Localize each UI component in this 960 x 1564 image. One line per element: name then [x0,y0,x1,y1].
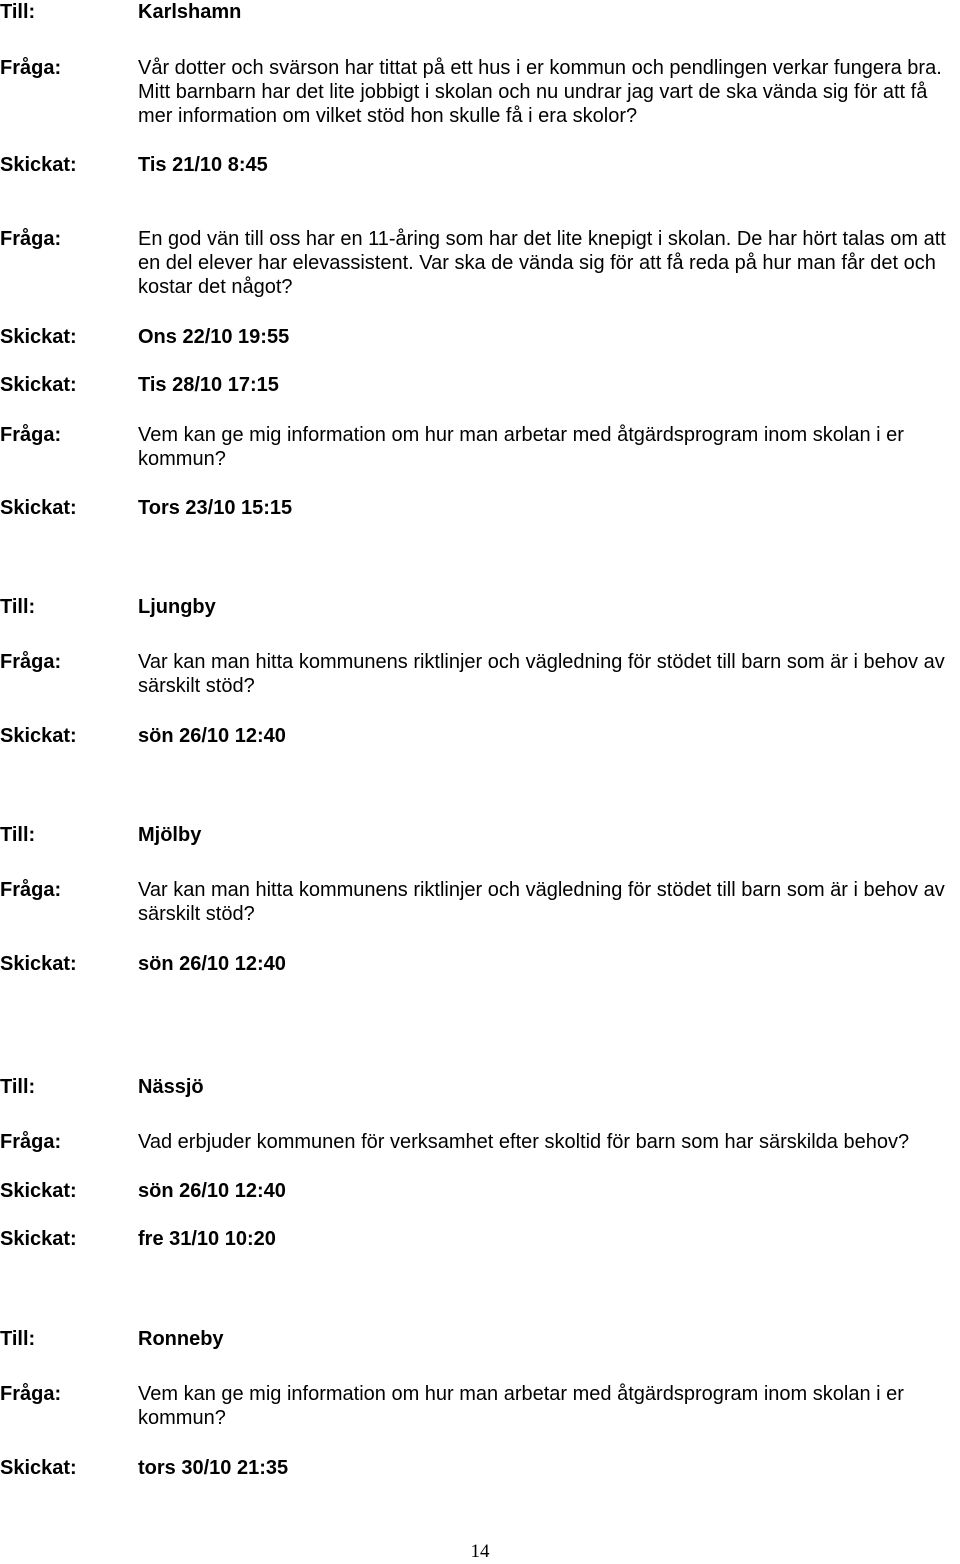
skickat-label: Skickat: [0,497,77,519]
skickat-row [0,724,960,748]
till-label: Till: [0,1,36,23]
till-row [0,0,960,24]
fraga-row [0,650,960,698]
skickat-row [0,952,960,976]
question-text: Vem kan ge mig information om hur man arbetar med åtgärdsprogram inom skolan i er kommun? [138,1383,904,1429]
sent-timestamp: sön 26/10 12:40 [138,953,286,975]
question-text: Vad erbjuder kommunen för verksamhet efter skoltid för barn som har särskilda behov? [138,1131,910,1153]
skickat-row [0,1227,960,1251]
fraga-row [0,227,960,299]
question-text: Vem kan ge mig information om hur man arbetar med åtgärdsprogram inom skolan i er kommun? [138,424,904,470]
till-row [0,1075,960,1099]
fraga-row [0,1130,960,1154]
fraga-label: Fråga: [0,57,62,79]
recipient-municipality: Nässjö [138,1076,204,1098]
skickat-label: Skickat: [0,953,77,975]
fraga-label: Fråga: [0,1383,62,1405]
sent-timestamp: Tis 21/10 8:45 [138,154,268,176]
recipient-municipality: Ljungby [138,596,216,618]
fraga-row [0,423,960,471]
skickat-label: Skickat: [0,1180,77,1202]
fraga-row [0,878,960,926]
fraga-label: Fråga: [0,879,62,901]
fraga-label: Fråga: [0,228,62,250]
fraga-row [0,1382,960,1430]
fraga-label: Fråga: [0,424,62,446]
question-text: En god vän till oss har en 11-åring som har det lite knepigt i skolan. De har hört talas om att en del elever har elevassistent. Var ska de vända sig för att få reda på hur man får det och kostar det något? [138,228,946,298]
sent-timestamp: Tors 23/10 15:15 [138,497,293,519]
skickat-label: Skickat: [0,725,77,747]
skickat-row [0,496,960,520]
recipient-municipality: Ronneby [138,1328,224,1350]
question-text: Var kan man hitta kommunens riktlinjer och vägledning för stödet till barn som är i behov av särskilt stöd? [138,651,945,697]
till-label: Till: [0,596,36,618]
till-label: Till: [0,1076,36,1098]
recipient-municipality: Karlshamn [138,1,242,23]
fraga-row [0,56,960,128]
sent-timestamp: sön 26/10 12:40 [138,725,286,747]
fraga-label: Fråga: [0,1131,62,1153]
skickat-row [0,1456,960,1480]
till-row [0,595,960,619]
till-label: Till: [0,1328,36,1350]
question-text: Vår dotter och svärson har tittat på ett hus i er kommun och pendlingen verkar fungera bra. Mitt barnbarn har det lite jobbigt i skolan och nu undrar jag vart de ska vända sig för att få mer information om vilket stöd hon skulle få i era skolor? [138,57,942,127]
skickat-label: Skickat: [0,154,77,176]
till-label: Till: [0,824,36,846]
till-row [0,823,960,847]
sent-timestamp: Ons 22/10 19:55 [138,326,290,348]
sent-timestamp: tors 30/10 21:35 [138,1457,289,1479]
skickat-label: Skickat: [0,1228,77,1250]
skickat-label: Skickat: [0,374,77,396]
sent-timestamp: sön 26/10 12:40 [138,1180,286,1202]
page-number: 14 [470,1541,490,1562]
sent-timestamp: Tis 28/10 17:15 [138,374,279,396]
sent-timestamp: fre 31/10 10:20 [138,1228,276,1250]
skickat-row [0,153,960,177]
skickat-label: Skickat: [0,326,77,348]
recipient-municipality: Mjölby [138,824,202,846]
fraga-label: Fråga: [0,651,62,673]
question-text: Var kan man hitta kommunens riktlinjer och vägledning för stödet till barn som är i behov av särskilt stöd? [138,879,945,925]
till-row [0,1327,960,1351]
skickat-row [0,1179,960,1203]
skickat-row [0,325,960,349]
skickat-row [0,373,960,397]
skickat-label: Skickat: [0,1457,77,1479]
